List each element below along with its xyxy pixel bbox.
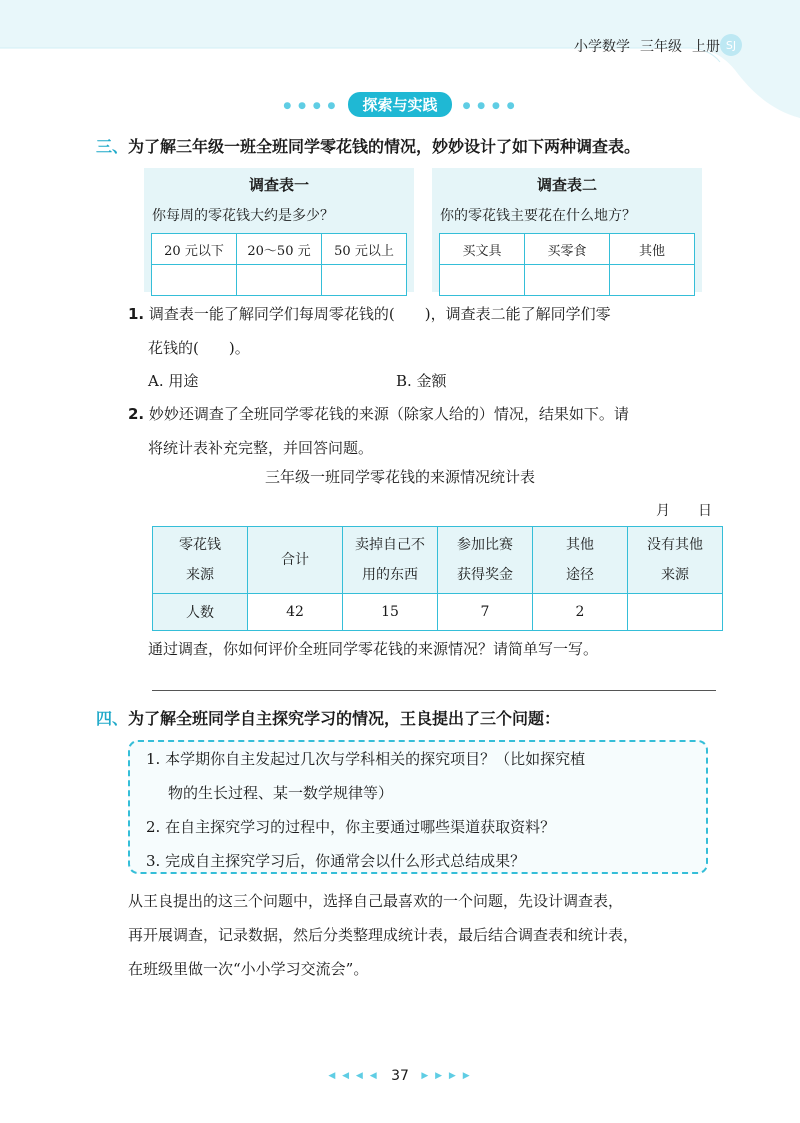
- q3-sub1-num: 1.: [128, 305, 145, 323]
- survey-2-blank-3[interactable]: [610, 265, 695, 296]
- survey-1-blank-1[interactable]: [152, 265, 237, 296]
- survey-1-col-3: 50 元以上: [322, 234, 407, 265]
- survey-2-col-3: 其他: [610, 234, 695, 265]
- q4-paragraph: [128, 884, 728, 986]
- stats-value-sell: 15: [343, 594, 438, 631]
- q3-sub1-line2: 花钱的( )。: [148, 339, 250, 357]
- survey-2-table: [439, 233, 695, 296]
- answer-line[interactable]: [152, 690, 716, 691]
- stats-value-none-blank[interactable]: [628, 594, 723, 631]
- q3-title-text: 为了解三年级一班全班同学零花钱的情况，妙妙设计了如下两种调查表。: [128, 137, 641, 156]
- stats-header-sell: [343, 527, 438, 594]
- survey-2-title: 调查表二: [536, 176, 597, 194]
- q3-title: [96, 134, 640, 157]
- q4-para-line2: 再开展调查，记录数据，然后分类整理成统计表，最后结合调查表和统计表，: [128, 926, 639, 944]
- q4-item-1-line1: 1. 本学期你自主发起过几次与学科相关的探究项目？（比如探究植: [146, 750, 586, 768]
- q4-question-list: [146, 742, 706, 878]
- stats-header-none-line2: 来源: [661, 567, 689, 583]
- survey-1-col-2: 20～50 元: [237, 234, 322, 265]
- survey-1-col-1: 20 元以下: [152, 234, 237, 265]
- q4-title-text: 为了解全班同学自主探究学习的情况，王良提出了三个问题：: [128, 709, 561, 728]
- q3-number: 三、: [96, 137, 129, 156]
- stats-value-other: 2: [533, 594, 628, 631]
- q4-item-3: 3. 完成自主探究学习后，你通常会以什么形式总结成果？: [146, 852, 526, 870]
- page-footer: [0, 1068, 800, 1084]
- survey-2-blank-1[interactable]: [440, 265, 525, 296]
- q3-sub1: [128, 297, 728, 365]
- stats-table: [152, 526, 723, 631]
- q3-sub2-line1: 妙妙还调查了全班同学零花钱的来源（除家人给的）情况，结果如下。请: [148, 405, 629, 423]
- stats-header-none-line1: 没有其他: [647, 537, 703, 553]
- dots-left-decoration: ● ● ● ●: [283, 100, 338, 111]
- section-banner-label: 探索与实践: [348, 92, 451, 117]
- survey-1-question: 你每周的零花钱大约是多少？: [152, 208, 334, 224]
- q3-sub2-line2: 将统计表补充完整，并回答问题。: [148, 439, 374, 457]
- stats-header-contest: [438, 527, 533, 594]
- survey-2-col-2: 买零食: [525, 234, 610, 265]
- q3-sub2-num: 2.: [128, 405, 145, 423]
- page-number: 37: [391, 1068, 409, 1084]
- option-a[interactable]: A. 用途: [148, 372, 199, 390]
- header-volume: 上册: [692, 39, 720, 55]
- q3-options: [148, 364, 748, 398]
- section-banner: [0, 92, 800, 117]
- q4-item-1-line2: 物的生长过程、某一数学规律等）: [168, 784, 394, 802]
- stats-header-source-line1: 零花钱: [179, 537, 221, 553]
- survey-form-2: [432, 168, 702, 292]
- survey-1-table: [151, 233, 407, 296]
- stats-header-contest-line2: 获得奖金: [457, 567, 513, 583]
- stats-header-other-line2: 途径: [566, 567, 594, 583]
- header-grade: 三年级: [640, 39, 682, 55]
- q4-number: 四、: [96, 709, 129, 728]
- stats-header-sell-line1: 卖掉自己不: [355, 537, 425, 553]
- header-badge: SJ: [720, 34, 742, 56]
- survey-2-col-1: 买文具: [440, 234, 525, 265]
- stats-header-contest-line1: 参加比赛: [457, 537, 513, 553]
- header-subject: 小学数学: [574, 39, 630, 55]
- q4-para-line1: 从王良提出的这三个问题中，选择自己最喜欢的一个问题，先设计调查表，: [128, 892, 624, 910]
- header-info: [574, 36, 720, 56]
- stats-row-label: 人数: [153, 594, 248, 631]
- stats-value-contest: 7: [438, 594, 533, 631]
- dots-right-decoration: ● ● ● ●: [462, 100, 517, 111]
- survey-2-blank-2[interactable]: [525, 265, 610, 296]
- stats-header-other: [533, 527, 628, 594]
- option-b[interactable]: B. 金额: [396, 372, 447, 390]
- survey-2-question: 你的零花钱主要花在什么地方？: [440, 208, 636, 224]
- stats-header-other-line1: 其他: [566, 537, 594, 553]
- q3-sub2: [128, 397, 728, 465]
- stats-header-source: [153, 527, 248, 594]
- survey-1-blank-2[interactable]: [237, 265, 322, 296]
- survey-1-blank-3[interactable]: [322, 265, 407, 296]
- stats-header-none: [628, 527, 723, 594]
- stats-table-title: 三年级一班同学零花钱的来源情况统计表: [264, 468, 535, 486]
- survey-form-1: [144, 168, 414, 292]
- survey-1-title: 调查表一: [248, 176, 309, 194]
- stats-value-total: 42: [248, 594, 343, 631]
- q3-evaluate-prompt: 通过调查，你如何评价全班同学零花钱的来源情况？请简单写一写。: [148, 640, 599, 658]
- q4-para-line3: 在班级里做一次“小小学习交流会”。: [128, 960, 369, 978]
- q4-title: [96, 706, 560, 729]
- arrows-left-icon: ◀ ◀ ◀ ◀: [328, 1071, 379, 1081]
- q3-sub1-line1: 调查表一能了解同学们每周零花钱的( )，调查表二能了解同学们零: [148, 305, 611, 323]
- q4-item-2: 2. 在自主探究学习的过程中，你主要通过哪些渠道获取资料？: [146, 818, 556, 836]
- arrows-right-icon: ▶ ▶ ▶ ▶: [421, 1071, 472, 1081]
- stats-header-sell-line2: 用的东西: [362, 567, 418, 583]
- date-label: 月 日: [656, 503, 712, 519]
- stats-header-source-line2: 来源: [186, 567, 214, 583]
- stats-header-total: 合计: [248, 527, 343, 594]
